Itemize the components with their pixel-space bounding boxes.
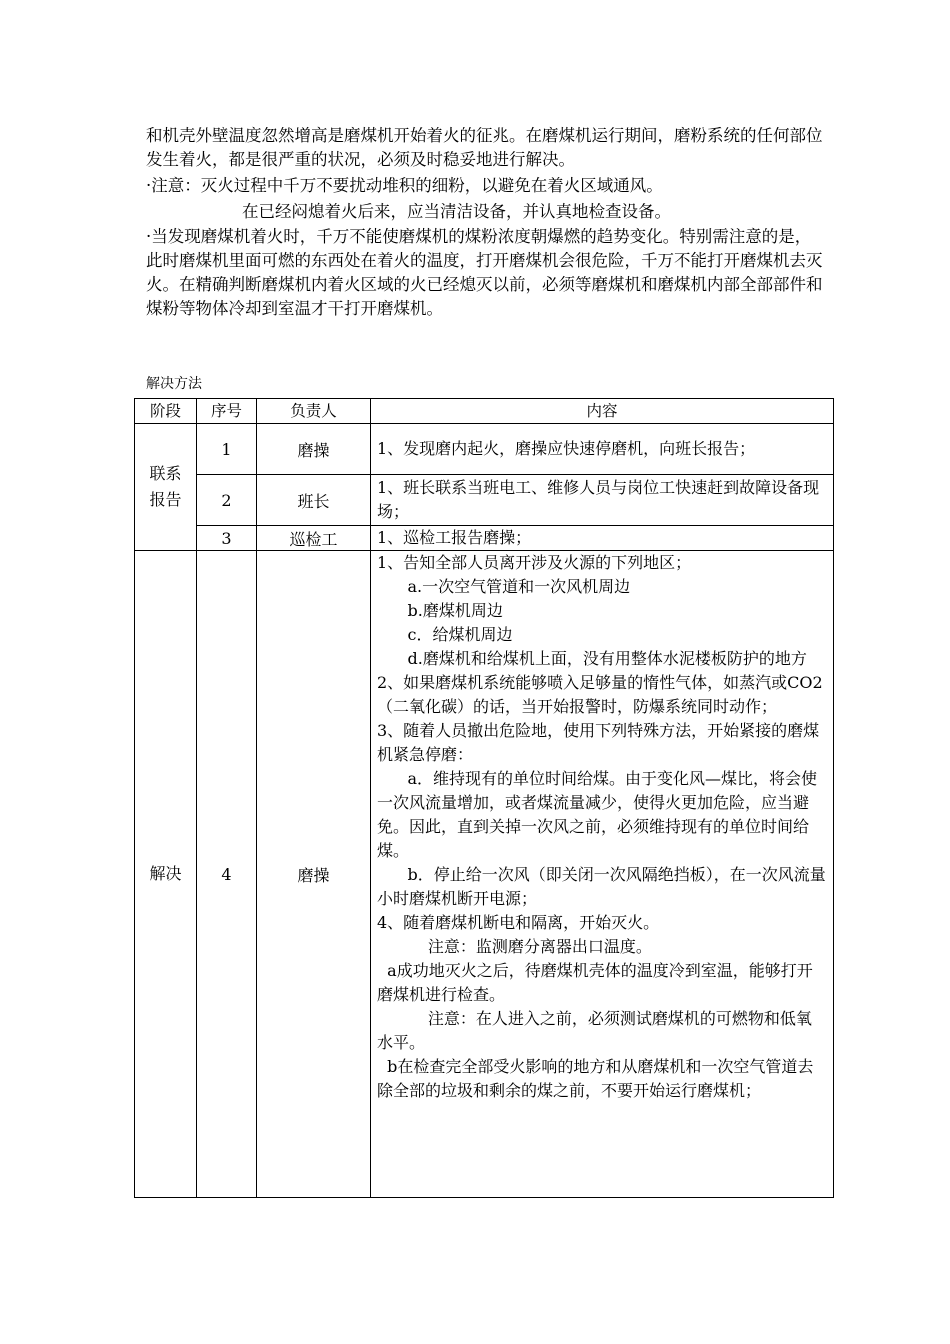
row-content: 1、发现磨内起火，磨操应快速停磨机，向班长报告； bbox=[371, 424, 834, 475]
step-line: 3、随着人员撤出危险地，使用下列特殊方法，开始紧接的磨煤机紧急停磨： bbox=[377, 721, 820, 764]
table-row bbox=[135, 424, 834, 475]
step-line: 注意：监测磨分离器出口温度。 bbox=[377, 937, 652, 956]
row-number: 1 bbox=[197, 424, 257, 475]
step-line: a．维持现有的单位时间给煤。由于变化风—煤比，将会使一次风流量增加，或者煤流量减少，使得火更加危险，应当避免。因此，直到关掉一次风之前，必须维持现有的单位时间给煤。 bbox=[377, 769, 818, 860]
row-content-steps bbox=[371, 551, 834, 1198]
table-row bbox=[135, 526, 834, 551]
paragraph-fire-signs: 和机壳外壁温度忽然增高是磨煤机开始着火的征兆。在磨煤机运行期间，磨粉系统的任何部位发生着火，都是很严重的状况，必须及时稳妥地进行解决。 bbox=[146, 126, 823, 169]
row-number: 2 bbox=[197, 475, 257, 526]
table-caption: 解决方法 bbox=[146, 376, 202, 392]
step-line: d.磨煤机和给煤机上面，没有用整体水泥楼板防护的地方 bbox=[377, 649, 807, 668]
step-line: a成功地灭火之后，待磨煤机壳体的温度冷到室温，能够打开磨煤机进行检查。 bbox=[377, 961, 813, 1004]
stage-report-label: 联系报告 bbox=[149, 464, 182, 509]
table-row bbox=[135, 475, 834, 526]
row-owner: 磨操 bbox=[257, 424, 371, 475]
row-content: 1、班长联系当班电工、维修人员与岗位工快速赶到故障设备现场； bbox=[371, 475, 834, 526]
row-content: 1、巡检工报告磨操； bbox=[371, 526, 834, 551]
step-line: b．停止给一次风（即关闭一次风隔绝挡板），在一次风流量小时磨煤机断开电源； bbox=[377, 865, 826, 908]
header-content: 内容 bbox=[371, 399, 834, 424]
table-header-row bbox=[135, 399, 834, 424]
step-line: 1、告知全部人员离开涉及火源的下列地区； bbox=[377, 553, 692, 572]
step-line: 2、如果磨煤机系统能够喷入足够量的惰性气体，如蒸汽或CO2（二氧化碳）的话，当开始报警时，防爆系统同时动作； bbox=[377, 673, 823, 716]
step-line: a.一次空气管道和一次风机周边 bbox=[377, 577, 631, 596]
header-number: 序号 bbox=[197, 399, 257, 424]
step-line: b.磨煤机周边 bbox=[377, 601, 503, 620]
paragraph-warning-open-mill: ·当发现磨煤机着火时，千万不能使磨煤机的煤粉浓度朝爆燃的趋势变化。特别需注意的是，此时磨煤机里面可燃的东西处在着火的温度，打开磨煤机会很危险，千万不能打开磨煤机去灭火。在精确判断磨煤机内着火区域的火已经熄灭以前，必须等磨煤机和磨煤机内部全部部件和煤粉等物体冷却到室温才干打开磨煤机。 bbox=[146, 227, 823, 318]
header-stage: 阶段 bbox=[135, 399, 197, 424]
row-number: 4 bbox=[197, 551, 257, 1198]
step-line: b在检查完全部受火影响的地方和从磨煤机和一次空气管道去除全部的垃圾和剩余的煤之前，不要开始运行磨煤机； bbox=[377, 1057, 814, 1100]
row-owner: 磨操 bbox=[257, 551, 371, 1198]
procedure-table bbox=[134, 398, 834, 1198]
stage-solve-cell: 解决 bbox=[135, 551, 197, 1198]
step-line: 4、随着磨煤机断电和隔离，开始灭火。 bbox=[377, 913, 660, 932]
row-number: 3 bbox=[197, 526, 257, 551]
step-line: 注意：在人进入之前，必须测试磨煤机的可燃物和低氧水平。 bbox=[377, 1009, 812, 1052]
table-row bbox=[135, 551, 834, 1198]
row-owner: 巡检工 bbox=[257, 526, 371, 551]
row-owner: 班长 bbox=[257, 475, 371, 526]
paragraph-note-dust: ·注意：灭火过程中千万不要扰动堆积的细粉，以避免在着火区域通风。 bbox=[146, 176, 663, 195]
stage-report-cell bbox=[135, 424, 197, 551]
header-owner: 负责人 bbox=[257, 399, 371, 424]
step-line: c．给煤机周边 bbox=[377, 625, 513, 644]
paragraph-clean-equipment: 在已经闷熄着火后来，应当清洁设备，并认真地检查设备。 bbox=[242, 202, 671, 221]
